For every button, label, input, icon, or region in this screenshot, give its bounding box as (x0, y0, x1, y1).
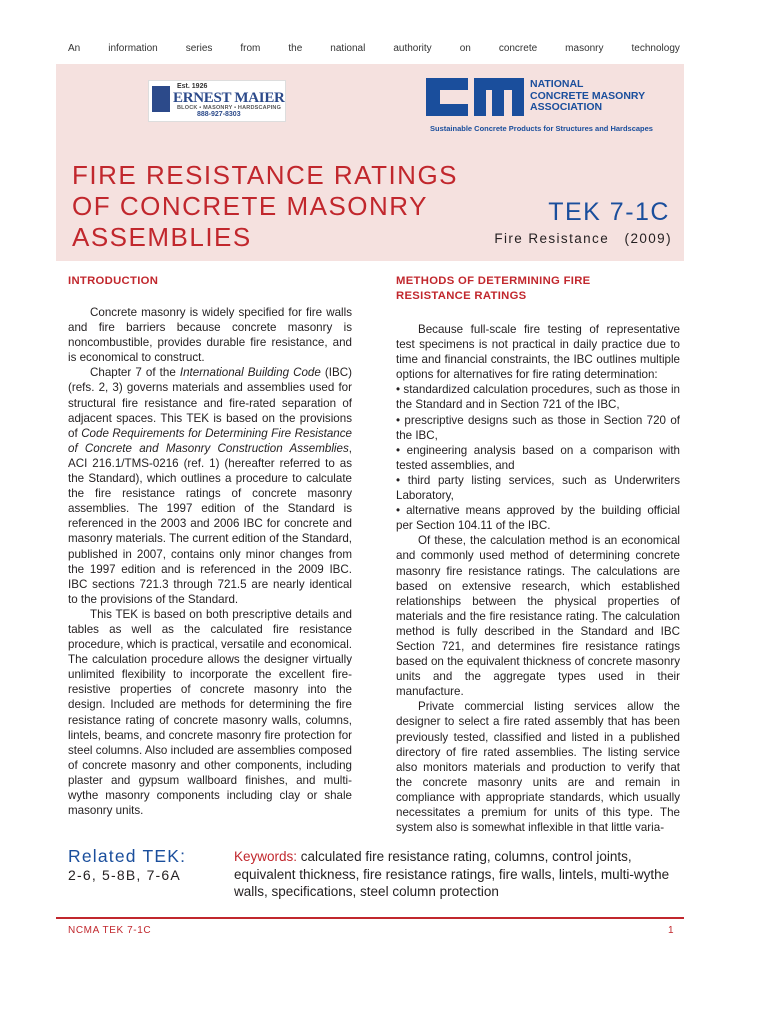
ncma-tagline: Sustainable Concrete Products for Structures and Hardscapes (430, 124, 653, 133)
tagline-word: An (68, 43, 81, 54)
italic-reference: Code Requirements for Determining Fire Resistance of Concrete and Masonry Construction Assemblies (68, 426, 352, 455)
heading-line: RESISTANCE RATINGS (396, 290, 527, 302)
italic-reference: International Building Code (179, 366, 321, 380)
left-column (68, 274, 352, 818)
title-banner (56, 64, 684, 261)
logo-company-name: ERNEST MAIER (173, 90, 285, 106)
section-heading-introduction: INTRODUCTION (68, 275, 159, 287)
tek-number: TEK 7-1C (548, 198, 670, 226)
bullet-item: • engineering analysis based on a comparison with tested assemblies, and (396, 443, 680, 472)
footer-document-id: NCMA TEK 7-1C (68, 925, 152, 936)
heading-line: METHODS OF DETERMINING FIRE (396, 275, 591, 287)
related-tek-values: 2-6, 5-8B, 7-6A (68, 867, 181, 883)
tek-category: Fire Resistance (2009) (494, 231, 672, 246)
paragraph: Concrete masonry is widely specified for fire walls and fire barriers because concrete masonry is noncombustible, provides durable fire resistance, and is economical to construct. (68, 306, 352, 365)
ncma-name-line: ASSOCIATION (530, 101, 603, 113)
title-line: OF CONCRETE MASONRY (72, 191, 428, 221)
tagline-word: from (240, 43, 261, 54)
ncma-name (530, 79, 645, 114)
related-tek-label: Related TEK: (68, 846, 187, 866)
paragraph: Private commercial listing services allow the designer to select a fire rated assembly that has been previously tested, classified and listed in a published directory of fire rated assemblies. The listing service also monitors materials and production to verify that the concrete masonry units are and remain in compliance with appropriate standards, which usually necessitates a premium for units of this type. The system also is somewhat inflexible in that little varia- (396, 700, 680, 835)
ernest-maier-logo-mark (152, 86, 170, 112)
bullet-item: • prescriptive designs such as those in Section 720 of the IBC, (396, 413, 680, 442)
tagline-word: on (459, 43, 471, 54)
logo-subline: BLOCK • MASONRY • HARDSCAPING (177, 105, 282, 111)
paragraph: Of these, the calculation method is an economical and commonly used method of determining concrete masonry fire resistance ratings. The calculations are based on extensive research, which established relationships between the physical properties of materials and the fire resistance rating. The calculation method is fully described in the Standard and IBC Section 721, and determines fire resistance ratings based on the equivalent thickness of concrete masonry units and the aggregate types used in their manufacture. (396, 534, 680, 699)
document-title (72, 160, 458, 253)
tagline-word: concrete (498, 43, 538, 54)
text-run: Chapter 7 of the (90, 366, 180, 380)
ncma-name-line: CONCRETE MASONRY (530, 89, 646, 102)
section-heading-methods (396, 274, 680, 304)
logo-phone: 888-927-8303 (197, 111, 241, 118)
series-tagline (68, 43, 680, 54)
title-line: FIRE RESISTANCE RATINGS (72, 160, 459, 190)
ernest-maier-logo (148, 80, 286, 122)
tagline-word: authority (393, 43, 432, 54)
keywords-block (234, 848, 684, 901)
paragraph: Because full-scale fire testing of representative test specimens is not practical in daily practice due to time and financial constraints, the IBC outlines multiple options for alternatives for fire rating determination: (396, 323, 680, 382)
paragraph (68, 365, 352, 607)
bullet-item: • alternative means approved by the building official per Section 104.11 of the IBC. (396, 504, 680, 533)
page-number: 1 (668, 925, 674, 936)
paragraph: This TEK is based on both prescriptive details and tables as well as the calculated fire resistance procedure, which is practical, versatile and economical. The calculation procedure allows the designer virtually unlimited flexibility to incorporate the excellent fire-resistive properties of concrete masonry into the design. Included are methods for determining the fire resistance rating of concrete masonry walls, columns, lintels, beams, and concrete masonry fire protection for steel columns. Also included are assemblies composed of concrete masonry and other components, including plaster and gypsum wallboard finishes, and multi-wythe masonry components including clay or shale masonry units. (68, 607, 352, 818)
bullet-item: • standardized calculation procedures, such as those in the Standard and in Section 721 of the IBC, (396, 383, 680, 412)
right-column (396, 274, 680, 835)
text-run: , ACI 216.1/TMS-0216 (ref. 1) (hereafter referred to as the Standard), which outlines a procedure to calculate the fire resistance ratings of concrete masonry assemblies. The 1997 edition of the Standard is referenced in the 2003 and 2006 IBC for concrete and masonry materials. The current edition of the Standard, published in 2007, contains only minor changes from the 1997 edition and is referenced in the 2009 IBC. IBC sections 721.3 through 721.5 are nearly identical to the provisions of the Standard. (68, 441, 352, 606)
tagline-word: the (288, 43, 303, 54)
tagline-word: technology (631, 43, 680, 54)
tagline-word: information (108, 43, 158, 54)
title-line: ASSEMBLIES (72, 222, 252, 252)
footer-rule (56, 917, 684, 919)
keywords-label: Keywords: (234, 849, 298, 864)
text-run: (IBC) (refs. 2, 3) governs materials and assemblies used for structural fire resistance and fire-rated separation of adjacent spaces. This TEK is based on the provisions of (68, 366, 352, 440)
ncma-logo (424, 72, 682, 132)
tagline-word: masonry (565, 43, 604, 54)
tagline-word: national (330, 43, 366, 54)
logo-established: Est. 1926 (177, 83, 208, 90)
keywords-text: calculated fire resistance rating, columns, control joints, equivalent thickness, fire resistance ratings, fire walls, lintels, multi-wythe walls, specifications, steel column protection (234, 849, 670, 899)
tagline-word: series (185, 43, 213, 54)
ncma-name-line: NATIONAL (530, 78, 584, 90)
ncma-logo-mark (424, 72, 526, 122)
bullet-item: • third party listing services, such as Underwriters Laboratory, (396, 473, 680, 503)
